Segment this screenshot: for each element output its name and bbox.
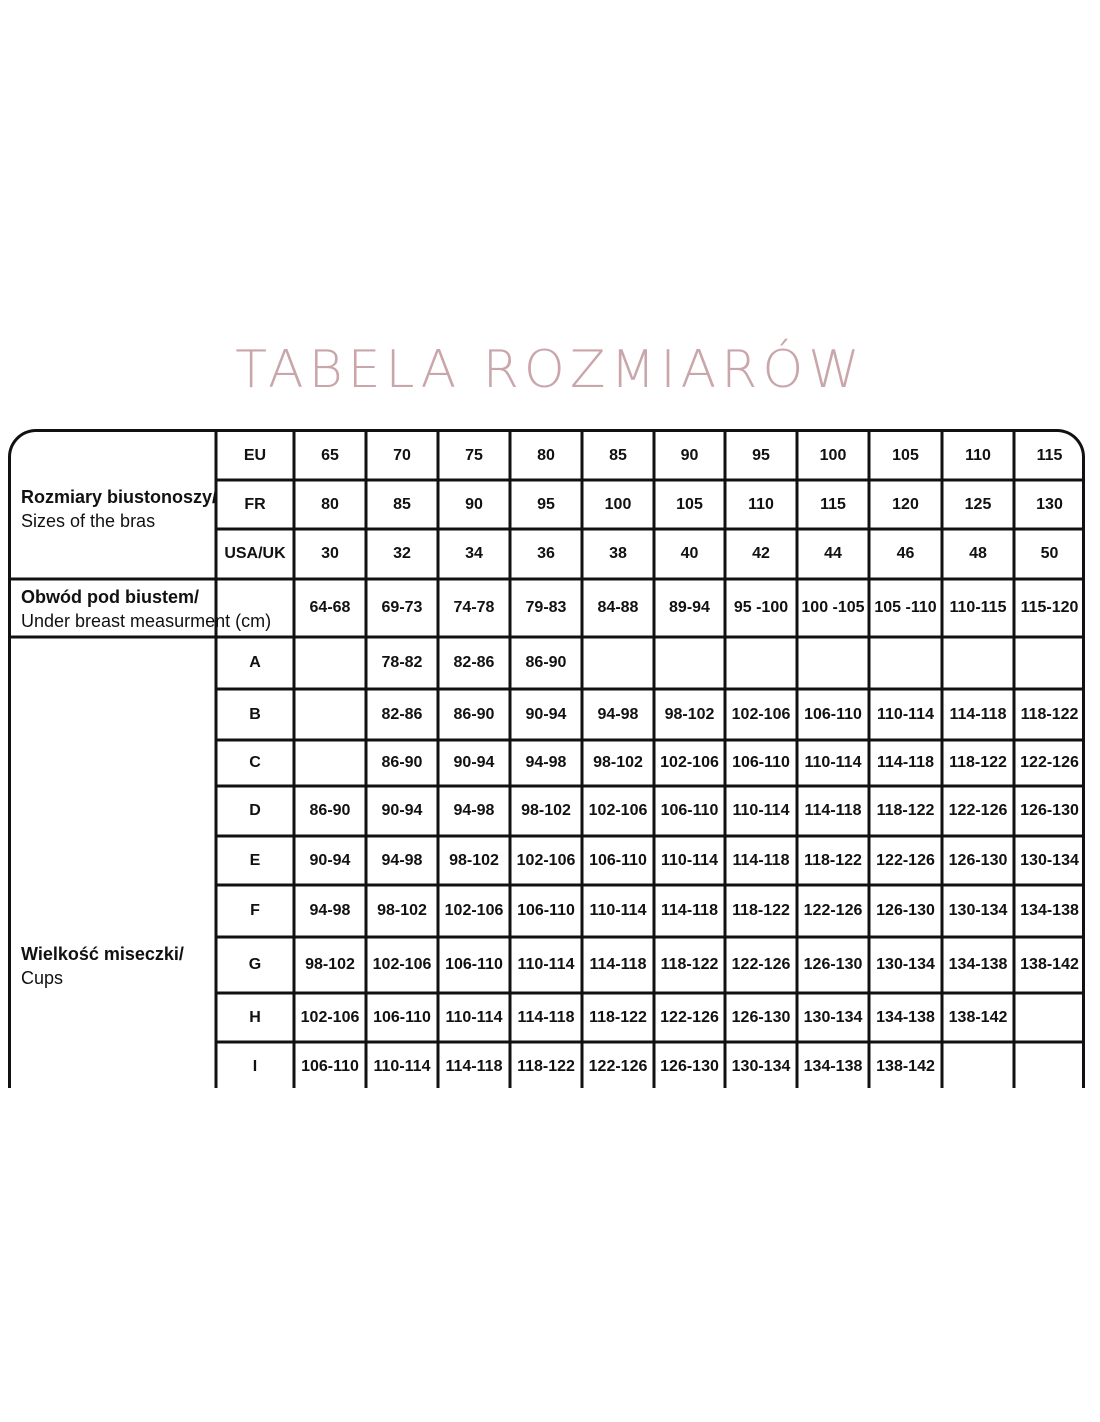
size-value-cell: 95 bbox=[537, 495, 555, 513]
cup-value-cell: 106-110 bbox=[732, 754, 790, 771]
under-breast-cell: 115-120 bbox=[1020, 599, 1079, 616]
cup-value-cell: 110-114 bbox=[732, 802, 790, 819]
page-title: TABELA ROZMIARÓW bbox=[235, 340, 865, 400]
cup-value-cell: 130-134 bbox=[948, 902, 1008, 919]
cup-value-cell: 110-114 bbox=[373, 1057, 431, 1075]
cup-value-cell: 78-82 bbox=[381, 654, 423, 671]
cup-value-cell: 110-114 bbox=[589, 902, 647, 919]
cup-value-cell: 102-106 bbox=[372, 956, 432, 973]
cup-value-cell: 102-106 bbox=[444, 902, 504, 919]
size-value-cell: 34 bbox=[465, 545, 483, 562]
under-breast-label-pl: Obwód pod biustem/ bbox=[21, 587, 199, 607]
cups-label bbox=[21, 942, 184, 990]
cup-value-cell: 118-122 bbox=[949, 754, 1007, 771]
cup-value-cell: 118-122 bbox=[732, 902, 790, 919]
size-value-cell: 105 bbox=[676, 495, 703, 513]
cup-value-cell: 102-106 bbox=[660, 754, 719, 771]
cup-code-cell: B bbox=[249, 705, 261, 723]
cup-value-cell: 118-122 bbox=[589, 1008, 647, 1026]
cup-value-cell: 90-94 bbox=[525, 705, 567, 723]
size-code-cell: FR bbox=[244, 495, 266, 513]
size-value-cell: 30 bbox=[321, 545, 339, 562]
cup-code-cell: F bbox=[250, 902, 260, 919]
cup-code-cell: C bbox=[249, 754, 261, 771]
under-breast-cell: 84-88 bbox=[597, 599, 639, 616]
under-breast-cell: 105 -110 bbox=[874, 599, 937, 616]
under-breast-cell: 100 -105 bbox=[801, 599, 865, 616]
size-value-cell: 125 bbox=[964, 495, 992, 513]
cup-value-cell: 110-114 bbox=[445, 1008, 503, 1026]
size-value-cell: 110 bbox=[748, 495, 774, 513]
cup-value-cell: 98-102 bbox=[377, 902, 427, 919]
cup-value-cell: 86-90 bbox=[453, 705, 495, 723]
cup-value-cell: 86-90 bbox=[381, 754, 423, 771]
cup-value-cell: 110-114 bbox=[877, 705, 934, 723]
size-value-cell: 110 bbox=[965, 447, 991, 464]
under-breast-cell: 89-94 bbox=[669, 599, 710, 616]
cup-value-cell: 94-98 bbox=[525, 754, 567, 771]
size-value-cell: 115 bbox=[820, 495, 846, 513]
size-value-cell: 85 bbox=[609, 447, 627, 464]
cup-value-cell: 134-138 bbox=[876, 1008, 935, 1026]
cup-value-cell: 118-122 bbox=[1020, 705, 1079, 723]
cup-value-cell: 114-118 bbox=[877, 754, 934, 771]
cup-value-cell: 114-118 bbox=[445, 1057, 503, 1075]
cup-value-cell: 82-86 bbox=[381, 705, 423, 723]
cup-value-cell: 122-126 bbox=[731, 956, 791, 973]
cup-value-cell: 126-130 bbox=[876, 902, 935, 919]
cup-value-cell: 98-102 bbox=[305, 956, 355, 973]
size-value-cell: 105 bbox=[892, 447, 919, 464]
cup-value-cell: 130-134 bbox=[731, 1057, 791, 1075]
size-value-cell: 44 bbox=[824, 545, 842, 562]
size-value-cell: 95 bbox=[752, 447, 770, 464]
cup-value-cell: 102-106 bbox=[300, 1008, 360, 1026]
cup-value-cell: 122-126 bbox=[1020, 754, 1079, 771]
size-value-cell: 120 bbox=[892, 495, 919, 513]
cup-value-cell: 98-102 bbox=[449, 851, 499, 869]
cup-code-cell: H bbox=[249, 1008, 261, 1026]
size-value-cell: 65 bbox=[321, 447, 339, 464]
cup-value-cell: 118-122 bbox=[876, 802, 935, 819]
cup-value-cell: 98-102 bbox=[664, 705, 715, 723]
cup-value-cell: 94-98 bbox=[309, 902, 351, 919]
cup-value-cell: 138-142 bbox=[1020, 956, 1079, 973]
cup-value-cell: 106-110 bbox=[517, 902, 575, 919]
cup-code-cell: D bbox=[249, 802, 261, 819]
size-value-cell: 90 bbox=[680, 447, 699, 464]
cup-value-cell: 114-118 bbox=[661, 902, 718, 919]
cup-value-cell: 118-122 bbox=[660, 956, 719, 973]
under-breast-cell: 64-68 bbox=[309, 599, 351, 616]
cup-value-cell: 126-130 bbox=[1020, 802, 1079, 819]
size-value-cell: 115 bbox=[1036, 447, 1063, 464]
bras-label bbox=[21, 485, 217, 533]
size-value-cell: 130 bbox=[1036, 495, 1063, 513]
cup-value-cell: 134-138 bbox=[803, 1057, 863, 1075]
cup-value-cell: 110-114 bbox=[804, 754, 862, 771]
cup-value-cell: 98-102 bbox=[521, 802, 571, 819]
cup-value-cell: 110-114 bbox=[661, 851, 718, 869]
size-code-cell: EU bbox=[243, 447, 267, 464]
cup-value-cell: 138-142 bbox=[948, 1008, 1008, 1026]
cup-value-cell: 106-110 bbox=[589, 851, 647, 869]
bras-label-en: Sizes of the bras bbox=[21, 511, 156, 531]
under-breast-label bbox=[21, 585, 271, 633]
cup-code-cell: E bbox=[249, 851, 261, 869]
cup-value-cell: 118-122 bbox=[517, 1057, 575, 1075]
cup-value-cell: 114-118 bbox=[732, 851, 790, 869]
under-breast-cell: 110-115 bbox=[949, 599, 1007, 616]
cup-value-cell: 90-94 bbox=[453, 754, 495, 771]
cup-value-cell: 106-110 bbox=[301, 1057, 359, 1075]
size-value-cell: 32 bbox=[393, 545, 411, 562]
cup-value-cell: 126-130 bbox=[948, 851, 1008, 869]
cup-value-cell: 110-114 bbox=[517, 956, 575, 973]
size-value-cell: 48 bbox=[969, 545, 987, 562]
cup-value-cell: 114-118 bbox=[589, 956, 647, 973]
cup-value-cell: 122-126 bbox=[803, 902, 863, 919]
under-breast-cell: 74-78 bbox=[453, 599, 495, 616]
size-value-cell: 80 bbox=[321, 495, 339, 513]
size-value-cell: 80 bbox=[537, 447, 555, 464]
cup-value-cell: 98-102 bbox=[593, 754, 643, 771]
size-value-cell: 85 bbox=[393, 495, 411, 513]
cup-value-cell: 122-126 bbox=[948, 802, 1008, 819]
cup-value-cell: 86-90 bbox=[525, 654, 567, 671]
cup-value-cell: 90-94 bbox=[309, 851, 351, 869]
under-breast-cell: 79-83 bbox=[525, 599, 567, 616]
size-value-cell: 70 bbox=[393, 447, 411, 464]
size-value-cell: 100 bbox=[604, 495, 632, 513]
cup-value-cell: 126-130 bbox=[660, 1057, 719, 1075]
size-value-cell: 100 bbox=[819, 447, 847, 464]
cup-value-cell: 122-126 bbox=[876, 851, 935, 869]
under-breast-cell: 95 -100 bbox=[733, 599, 789, 616]
cup-value-cell: 102-106 bbox=[731, 705, 791, 723]
cup-value-cell: 130-134 bbox=[803, 1008, 863, 1026]
size-value-cell: 75 bbox=[465, 447, 483, 464]
cup-value-cell: 118-122 bbox=[804, 851, 862, 869]
cup-value-cell: 106-110 bbox=[373, 1008, 431, 1026]
cup-value-cell: 94-98 bbox=[453, 802, 495, 819]
cup-code-cell: G bbox=[248, 956, 262, 973]
cup-value-cell: 114-118 bbox=[517, 1008, 575, 1026]
under-breast-cell: 69-73 bbox=[381, 599, 423, 616]
cup-value-cell: 134-138 bbox=[1020, 902, 1079, 919]
cup-value-cell: 86-90 bbox=[309, 802, 351, 819]
cup-value-cell: 94-98 bbox=[381, 851, 423, 869]
cup-value-cell: 106-110 bbox=[660, 802, 719, 819]
cup-value-cell: 106-110 bbox=[804, 705, 862, 723]
cup-value-cell: 102-106 bbox=[516, 851, 576, 869]
cup-code-cell: I bbox=[252, 1057, 258, 1075]
cups-label-pl: Wielkość miseczki/ bbox=[21, 944, 184, 964]
cup-value-cell: 126-130 bbox=[731, 1008, 791, 1026]
cup-value-cell: 106-110 bbox=[445, 956, 503, 973]
size-table bbox=[8, 429, 1085, 1088]
cup-value-cell: 130-134 bbox=[1020, 851, 1079, 869]
cup-value-cell: 134-138 bbox=[948, 956, 1008, 973]
cup-value-cell: 126-130 bbox=[803, 956, 863, 973]
size-value-cell: 90 bbox=[465, 495, 483, 513]
cups-label-en: Cups bbox=[21, 968, 64, 988]
cup-value-cell: 122-126 bbox=[660, 1008, 719, 1026]
size-value-cell: 38 bbox=[609, 545, 627, 562]
cup-value-cell: 122-126 bbox=[588, 1057, 648, 1075]
cup-value-cell: 94-98 bbox=[597, 705, 639, 723]
cup-value-cell: 114-118 bbox=[949, 705, 1007, 723]
cup-value-cell: 102-106 bbox=[588, 802, 648, 819]
size-value-cell: 42 bbox=[752, 545, 770, 562]
cup-value-cell: 138-142 bbox=[876, 1057, 935, 1075]
size-value-cell: 36 bbox=[537, 545, 555, 562]
size-value-cell: 40 bbox=[680, 545, 699, 562]
size-value-cell: 50 bbox=[1040, 545, 1059, 562]
cup-value-cell: 114-118 bbox=[804, 802, 862, 819]
cup-code-cell: A bbox=[249, 654, 261, 671]
bras-label-pl: Rozmiary biustonoszy/ bbox=[21, 487, 218, 507]
cup-value-cell: 82-86 bbox=[453, 654, 495, 671]
size-code-cell: USA/UK bbox=[224, 545, 286, 562]
size-value-cell: 46 bbox=[896, 545, 915, 562]
cup-value-cell: 130-134 bbox=[876, 956, 935, 973]
under-breast-label-en: Under breast measurment (cm) bbox=[21, 611, 272, 631]
cup-value-cell: 90-94 bbox=[381, 802, 423, 819]
